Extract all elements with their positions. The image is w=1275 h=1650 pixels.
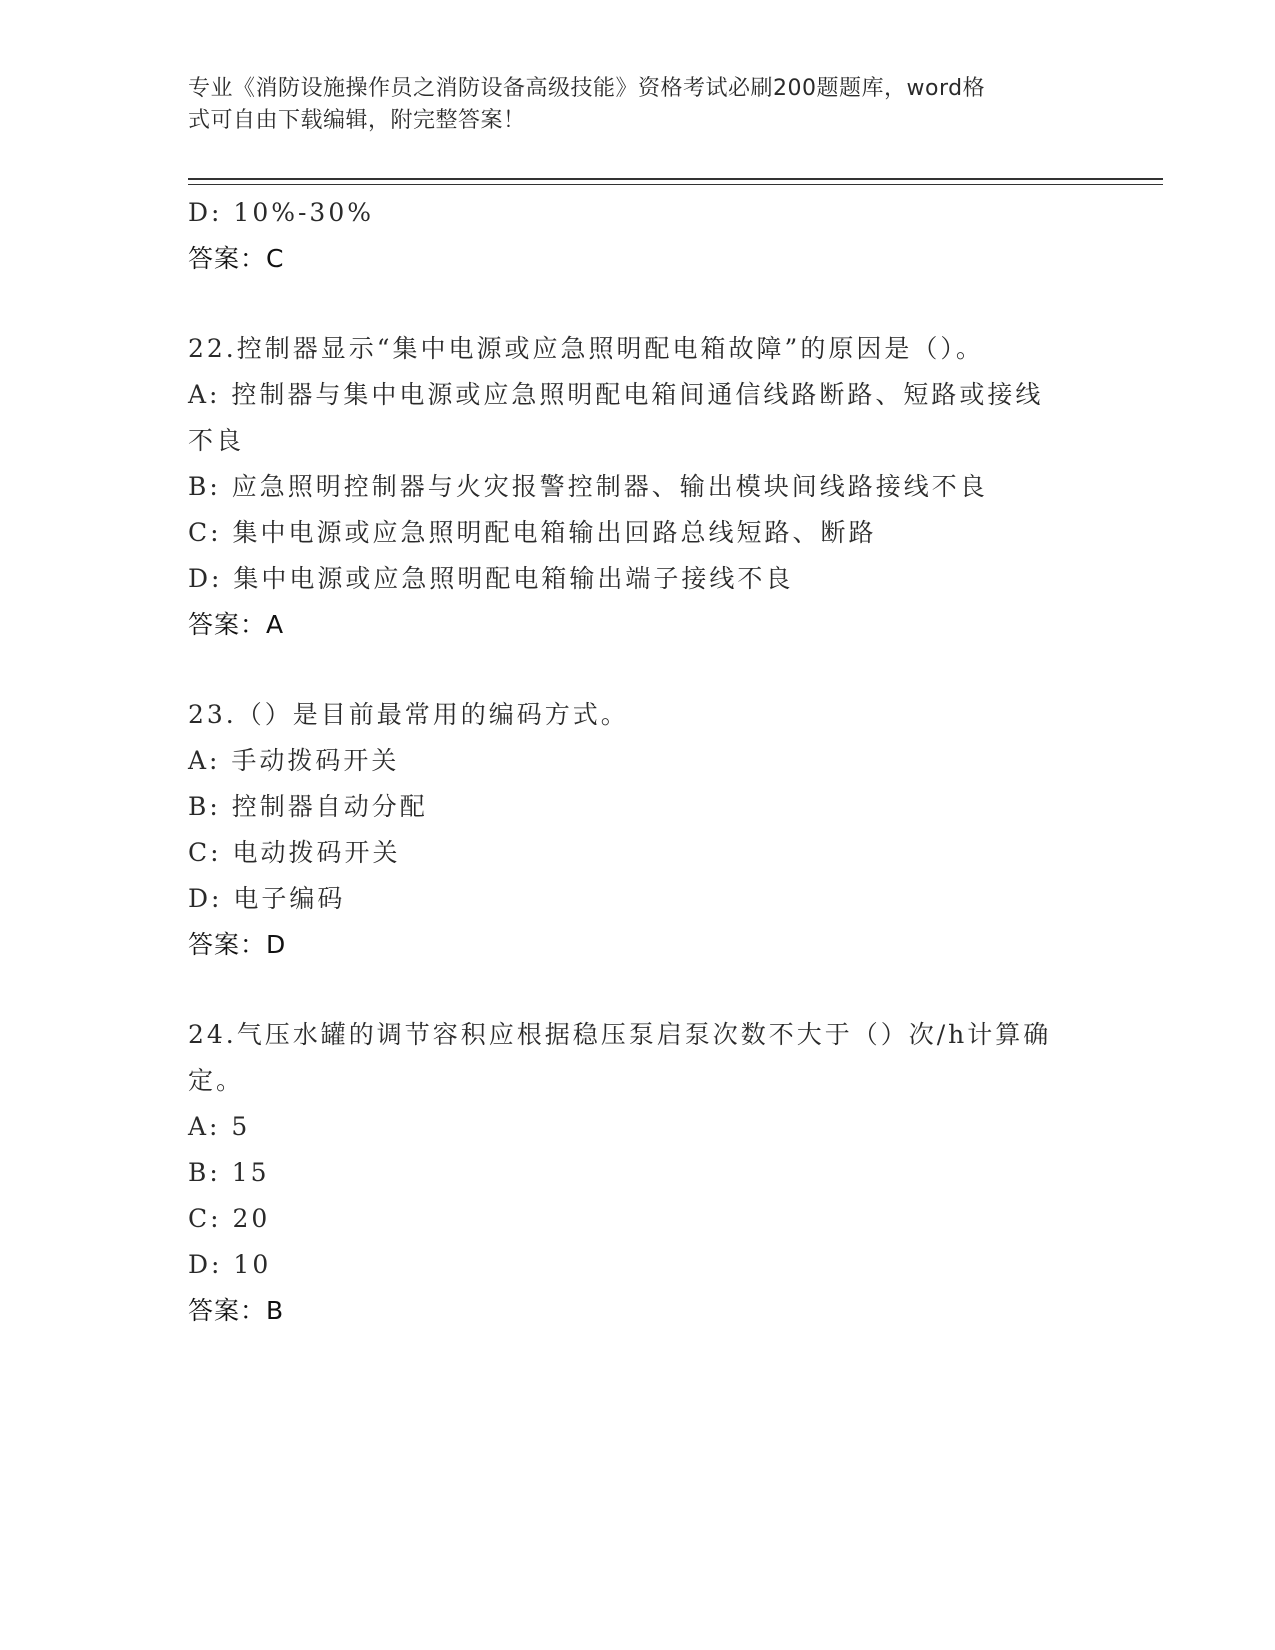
option-b: B: 15: [188, 1158, 270, 1187]
question-22: [188, 326, 1088, 648]
option-c: C: 电动拨码开关: [188, 838, 401, 867]
question-list: [188, 190, 1088, 1334]
answer: 答案：D: [188, 930, 287, 959]
option-d: D: 10: [188, 1250, 272, 1279]
answer: 答案：B: [188, 1296, 285, 1325]
header-divider-thick: [188, 178, 1163, 180]
option-a: A: 手动拨码开关: [188, 746, 400, 775]
header-line-1: 专业《消防设施操作员之消防设备高级技能》资格考试必刷200题题库，word格: [188, 76, 986, 101]
option-a: A: 5: [188, 1112, 251, 1141]
option-c: C: 集中电源或应急照明配电箱输出回路总线短路、断路: [188, 518, 877, 547]
question-stem: 23.（）是目前最常用的编码方式。: [188, 700, 629, 729]
prev-option-d: D: 10%-30%: [188, 198, 374, 227]
header-divider-thin: [188, 184, 1163, 185]
question-stem: 24.气压水罐的调节容积应根据稳压泵启泵次数不大于（）次/h计算确: [188, 1020, 1052, 1049]
option-b: B: 应急照明控制器与火灾报警控制器、输出模块间线路接线不良: [188, 472, 988, 501]
question-24: [188, 1012, 1088, 1334]
question-stem: 22.控制器显示“集中电源或应急照明配电箱故障”的原因是（）。: [188, 334, 984, 363]
prev-answer: 答案：C: [188, 244, 285, 273]
option-a: A: 控制器与集中电源或应急照明配电箱间通信线路断路、短路或接线: [188, 380, 1044, 409]
header-line-2: 式可自由下载编辑，附完整答案！: [188, 108, 526, 133]
question-23: [188, 692, 1088, 968]
option-c: C: 20: [188, 1204, 271, 1233]
option-d: D: 电子编码: [188, 884, 346, 913]
question-stem-continued: 定。: [188, 1066, 245, 1095]
option-d: D: 集中电源或应急照明配电箱输出端子接线不良: [188, 564, 794, 593]
document-header: [188, 73, 1068, 137]
answer: 答案：A: [188, 610, 285, 639]
option-a-continued: 不良: [188, 426, 245, 455]
option-b: B: 控制器自动分配: [188, 792, 428, 821]
